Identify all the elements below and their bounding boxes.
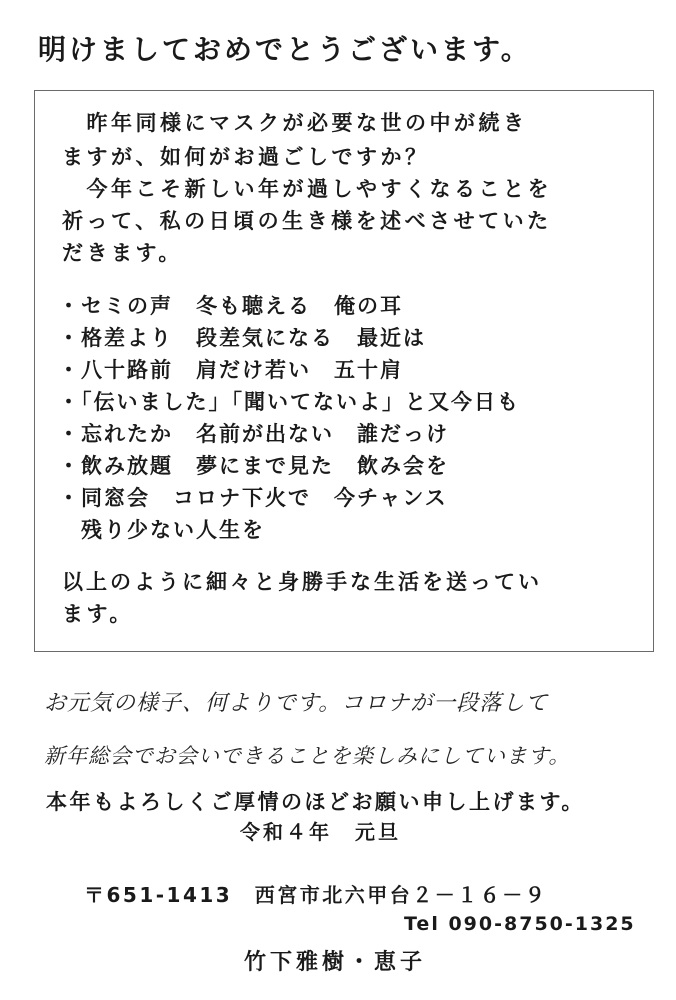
haiku-line: ・「伝いました」「聞いてないよ」と又今日も <box>58 390 520 414</box>
haiku-line: ・八十路前 肩だけ若い 五十肩 <box>58 358 403 382</box>
haiku-line: ・飲み放題 夢にまで見た 飲み会を <box>58 454 449 478</box>
intro-line: ますが、如何がお過ごしですか？ <box>62 145 430 169</box>
conclusion-line: ます。 <box>62 602 134 626</box>
intro-line: 昨年同様にマスクが必要な世の中が続き <box>62 111 528 135</box>
haiku-line: 残り少ない人生を <box>58 518 265 542</box>
haiku-line: ・格差より 段差気になる 最近は <box>58 326 426 350</box>
intro-line: 今年こそ新しい年が過しやすくなることを <box>62 177 552 201</box>
haiku-line: ・セミの声 冬も聴える 俺の耳 <box>58 294 403 318</box>
closing-greeting: 本年もよろしくご厚情のほどお願い申し上げます。 <box>46 790 585 814</box>
conclusion-line: 以上のように細々と身勝手な生活を送ってい <box>62 570 542 594</box>
intro-line: 祈って、私の日頃の生き様を述べさせていた <box>62 209 552 233</box>
handwritten-note-line: お元気の様子、何よりです。コロナが一段落して <box>44 691 549 716</box>
telephone: Tel 090-8750-1325 <box>404 913 636 935</box>
address: 〒651-1413 西宮市北六甲台２－１６－９ <box>84 883 548 907</box>
handwritten-note-line: 新年総会でお会いできることを楽しみにしています。 <box>44 744 571 768</box>
date: 令和４年 元旦 <box>240 820 401 844</box>
intro-line: だきます。 <box>62 241 183 265</box>
haiku-line: ・同窓会 コロナ下火で 今チャンス <box>58 486 448 510</box>
haiku-line: ・忘れたか 名前が出ない 誰だっけ <box>58 422 449 446</box>
sender-names: 竹下雅樹・恵子 <box>244 950 427 975</box>
greeting-title: 明けましておめでとうございます。 <box>38 33 532 66</box>
